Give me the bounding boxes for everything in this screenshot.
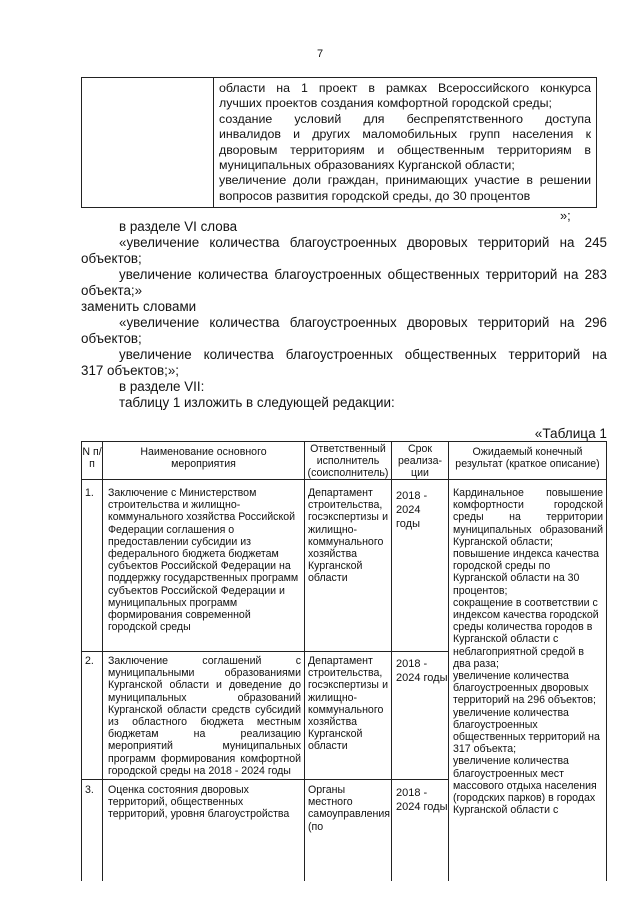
header-line: реализа- bbox=[397, 455, 443, 468]
cell-line: поддержку государственных программ bbox=[108, 572, 299, 585]
header-result bbox=[449, 446, 606, 470]
paragraph: объекта;» bbox=[81, 283, 143, 298]
expected-result-cell bbox=[453, 487, 603, 816]
paragraph: таблицу 1 изложить в следующей редакции: bbox=[119, 395, 395, 410]
text-line: инвалидов и других маломобильных групп населения к bbox=[219, 127, 591, 142]
row-name bbox=[108, 784, 301, 821]
row-number: 2. bbox=[85, 655, 94, 667]
header-responsible bbox=[305, 443, 391, 480]
cell-line: Курганской области и доведение до bbox=[108, 679, 301, 692]
cell-line: Органы местного bbox=[308, 784, 353, 809]
cell-line: жилищно- bbox=[308, 523, 358, 536]
text-line: увеличение доли граждан, принимающих участие в решении bbox=[219, 173, 591, 188]
header-line: ции bbox=[411, 467, 429, 480]
cell-line: территорий, общественных bbox=[108, 796, 244, 809]
header-line: Ожидаемый конечный bbox=[472, 446, 583, 458]
cell-line: жилищно- bbox=[308, 691, 358, 704]
cell-line: Курганской области на 30 bbox=[453, 572, 580, 585]
cell-line: 2018 - bbox=[396, 658, 428, 670]
row-term bbox=[396, 786, 450, 814]
cell-line: программ формирования комфортной bbox=[108, 752, 301, 765]
table-caption: «Таблица 1 bbox=[534, 426, 607, 441]
cell-line: увеличение количества bbox=[453, 670, 569, 683]
cell-line: федерального бюджета бюджетам bbox=[108, 548, 279, 561]
text-line: дворовым территориям и общественным территориям в bbox=[219, 142, 591, 157]
cell-line: Кардинальное повышение bbox=[453, 487, 603, 499]
cell-line: Курганской bbox=[308, 728, 363, 741]
row-number: 1. bbox=[85, 487, 94, 499]
paragraph: увеличение количества благоустроенных общественных территорий на 283 bbox=[119, 267, 607, 282]
paragraph: в разделе VII: bbox=[119, 379, 205, 394]
table-border bbox=[81, 651, 448, 652]
cell-line: госэкспертизы и bbox=[308, 679, 388, 692]
cell-line: области bbox=[308, 740, 348, 753]
table-border bbox=[304, 441, 305, 881]
cell-line: строительства, bbox=[308, 499, 383, 512]
header-line: п bbox=[89, 458, 95, 471]
paragraph: в разделе VI слова bbox=[119, 219, 238, 234]
continuation-left-cell bbox=[82, 78, 214, 207]
cell-line: хозяйства bbox=[308, 716, 358, 729]
row-responsible bbox=[308, 655, 388, 753]
cell-line: Заключение с Министерством bbox=[108, 487, 257, 499]
cell-line: два раза; bbox=[453, 657, 499, 670]
cell-line: годы bbox=[396, 518, 420, 530]
text-line: области на 1 проект в рамках Всероссийского конкурса bbox=[219, 81, 591, 95]
table-border bbox=[606, 441, 607, 881]
table-border bbox=[81, 441, 82, 881]
row-name bbox=[108, 487, 300, 633]
header-line: мероприятия bbox=[171, 458, 236, 471]
cell-line: коммунального bbox=[308, 703, 384, 716]
cell-line: процентов; bbox=[453, 584, 508, 597]
cell-line: 2024 bbox=[396, 504, 421, 516]
cell-line: самоуправления bbox=[308, 808, 391, 821]
header-line: Срок bbox=[407, 443, 433, 455]
cell-line: благоустроенных bbox=[453, 718, 538, 731]
text-line: муниципальных образованиях Курганской области; bbox=[219, 158, 515, 173]
cell-line: муниципальных образований bbox=[108, 691, 301, 704]
header-line: исполнитель bbox=[316, 455, 380, 468]
cell-line: бюджетам на реализацию bbox=[108, 728, 301, 741]
cell-line: городской среды bbox=[108, 621, 191, 634]
cell-line: индексом качества городской bbox=[453, 609, 599, 622]
cell-line: сокращение в соответствии с bbox=[453, 596, 598, 609]
header-line: Ответственный bbox=[310, 443, 386, 455]
cell-line: муниципальных программ bbox=[108, 596, 238, 609]
table-border bbox=[81, 441, 607, 442]
header-line: Наименование основного bbox=[140, 446, 267, 458]
header-term bbox=[392, 443, 448, 480]
cell-line: муниципальными образованиями bbox=[108, 667, 301, 680]
table-border bbox=[391, 441, 392, 881]
cell-line: 2018 - bbox=[396, 490, 428, 502]
header-line: (соисполнитель) bbox=[307, 467, 389, 480]
cell-line: Заключение соглашений с bbox=[108, 655, 301, 667]
cell-line: благоустроенных мест bbox=[453, 767, 564, 780]
measures-table bbox=[81, 441, 607, 881]
cell-line: Департамент bbox=[308, 655, 373, 667]
cell-line: Департамент bbox=[308, 487, 373, 499]
cell-line: Курганской области с bbox=[453, 804, 559, 817]
row-term bbox=[396, 657, 450, 685]
cell-line: среды на территории bbox=[453, 511, 603, 524]
body-text bbox=[81, 219, 607, 411]
paragraph: заменить словами bbox=[81, 299, 197, 314]
cell-line: строительства, bbox=[308, 667, 383, 680]
cell-line: повышение индекса качества bbox=[453, 548, 600, 561]
paragraph: 317 объектов;»; bbox=[81, 363, 179, 378]
closing-quote: »; bbox=[560, 208, 571, 223]
cell-line: субъектов Российской Федерации на bbox=[108, 560, 291, 573]
row-number: 3. bbox=[85, 784, 94, 796]
cell-line: благоустроенных дворовых bbox=[453, 682, 589, 695]
cell-line: 2024 годы bbox=[396, 801, 448, 813]
paragraph: объектов; bbox=[81, 331, 142, 346]
text-line: создание условий для беспрепятственного доступа bbox=[219, 111, 591, 126]
cell-line: территорий, уровня благоустройства bbox=[108, 808, 290, 821]
cell-line: строительства и жилищно- bbox=[108, 499, 241, 512]
cell-line: Оценка состояния дворовых bbox=[108, 784, 249, 796]
cell-line: коммунального хозяйства Российской bbox=[108, 511, 296, 524]
continuation-table bbox=[81, 77, 597, 208]
header-num bbox=[82, 446, 102, 470]
cell-line: 2018 - bbox=[396, 787, 428, 799]
paragraph: «увеличение количества благоустроенных дворовых территорий на 245 bbox=[119, 235, 607, 250]
table-border bbox=[102, 441, 103, 881]
table-border bbox=[81, 779, 448, 780]
cell-line: общественных территорий на bbox=[453, 731, 600, 744]
page-number: 7 bbox=[316, 48, 324, 60]
header-line: N п/ bbox=[82, 446, 102, 458]
cell-line: (по bbox=[308, 820, 324, 833]
cell-line: увеличение количества bbox=[453, 706, 569, 719]
cell-line: территорий на 296 объектов; bbox=[453, 694, 596, 707]
row-name bbox=[108, 655, 301, 777]
cell-line: Курганской области с bbox=[453, 633, 559, 646]
cell-line: увеличение количества bbox=[453, 755, 569, 768]
cell-line: предоставлении субсидии из bbox=[108, 535, 251, 548]
cell-line: муниципальных образований bbox=[453, 523, 603, 536]
cell-line: хозяйства bbox=[308, 548, 358, 561]
cell-line: Федерации соглашения о bbox=[108, 523, 235, 536]
cell-line: субъектов Российской Федерации и bbox=[108, 584, 285, 597]
paragraph: «увеличение количества благоустроенных дворовых территорий на 296 bbox=[119, 315, 607, 330]
continuation-right-cell bbox=[219, 81, 591, 204]
cell-line: коммунального bbox=[308, 535, 384, 548]
cell-line: 2024 годы bbox=[396, 672, 448, 684]
cell-line: Курганской области средств субсидий bbox=[108, 703, 301, 716]
row-responsible bbox=[308, 487, 388, 585]
cell-line: среды количества городов в bbox=[453, 621, 593, 634]
cell-line: комфортности городской bbox=[453, 499, 603, 512]
row-term bbox=[396, 489, 446, 531]
cell-line: формирования современной bbox=[108, 609, 251, 622]
cell-line: массового отдыха населения bbox=[453, 779, 597, 792]
cell-line: городской среды на 2018 - 2024 годы bbox=[108, 764, 291, 777]
cell-line: Курганской bbox=[308, 560, 363, 573]
header-line: результат (краткое описание) bbox=[455, 458, 600, 471]
cell-line: мероприятий муниципальных bbox=[108, 740, 301, 753]
cell-line: (городских парков) в городах bbox=[453, 792, 596, 805]
cell-line: госэкспертизы и bbox=[308, 511, 388, 524]
cell-line: из областного бюджета местным bbox=[108, 716, 301, 729]
paragraph: увеличение количества благоустроенных общественных территорий на bbox=[119, 347, 607, 362]
cell-line: области bbox=[308, 572, 348, 585]
text-line: вопросов развития городской среды, до 30 процентов bbox=[219, 188, 531, 203]
row-responsible bbox=[308, 784, 390, 833]
cell-line: неблагоприятной средой в bbox=[453, 645, 584, 658]
cell-line: Курганской области; bbox=[453, 535, 553, 548]
header-name bbox=[103, 446, 304, 470]
cell-line: городской среды по bbox=[453, 560, 551, 573]
text-line: лучших проектов создания комфортной городской среды; bbox=[219, 96, 552, 111]
cell-line: 317 объекта; bbox=[453, 743, 517, 756]
paragraph: объектов; bbox=[81, 251, 142, 266]
